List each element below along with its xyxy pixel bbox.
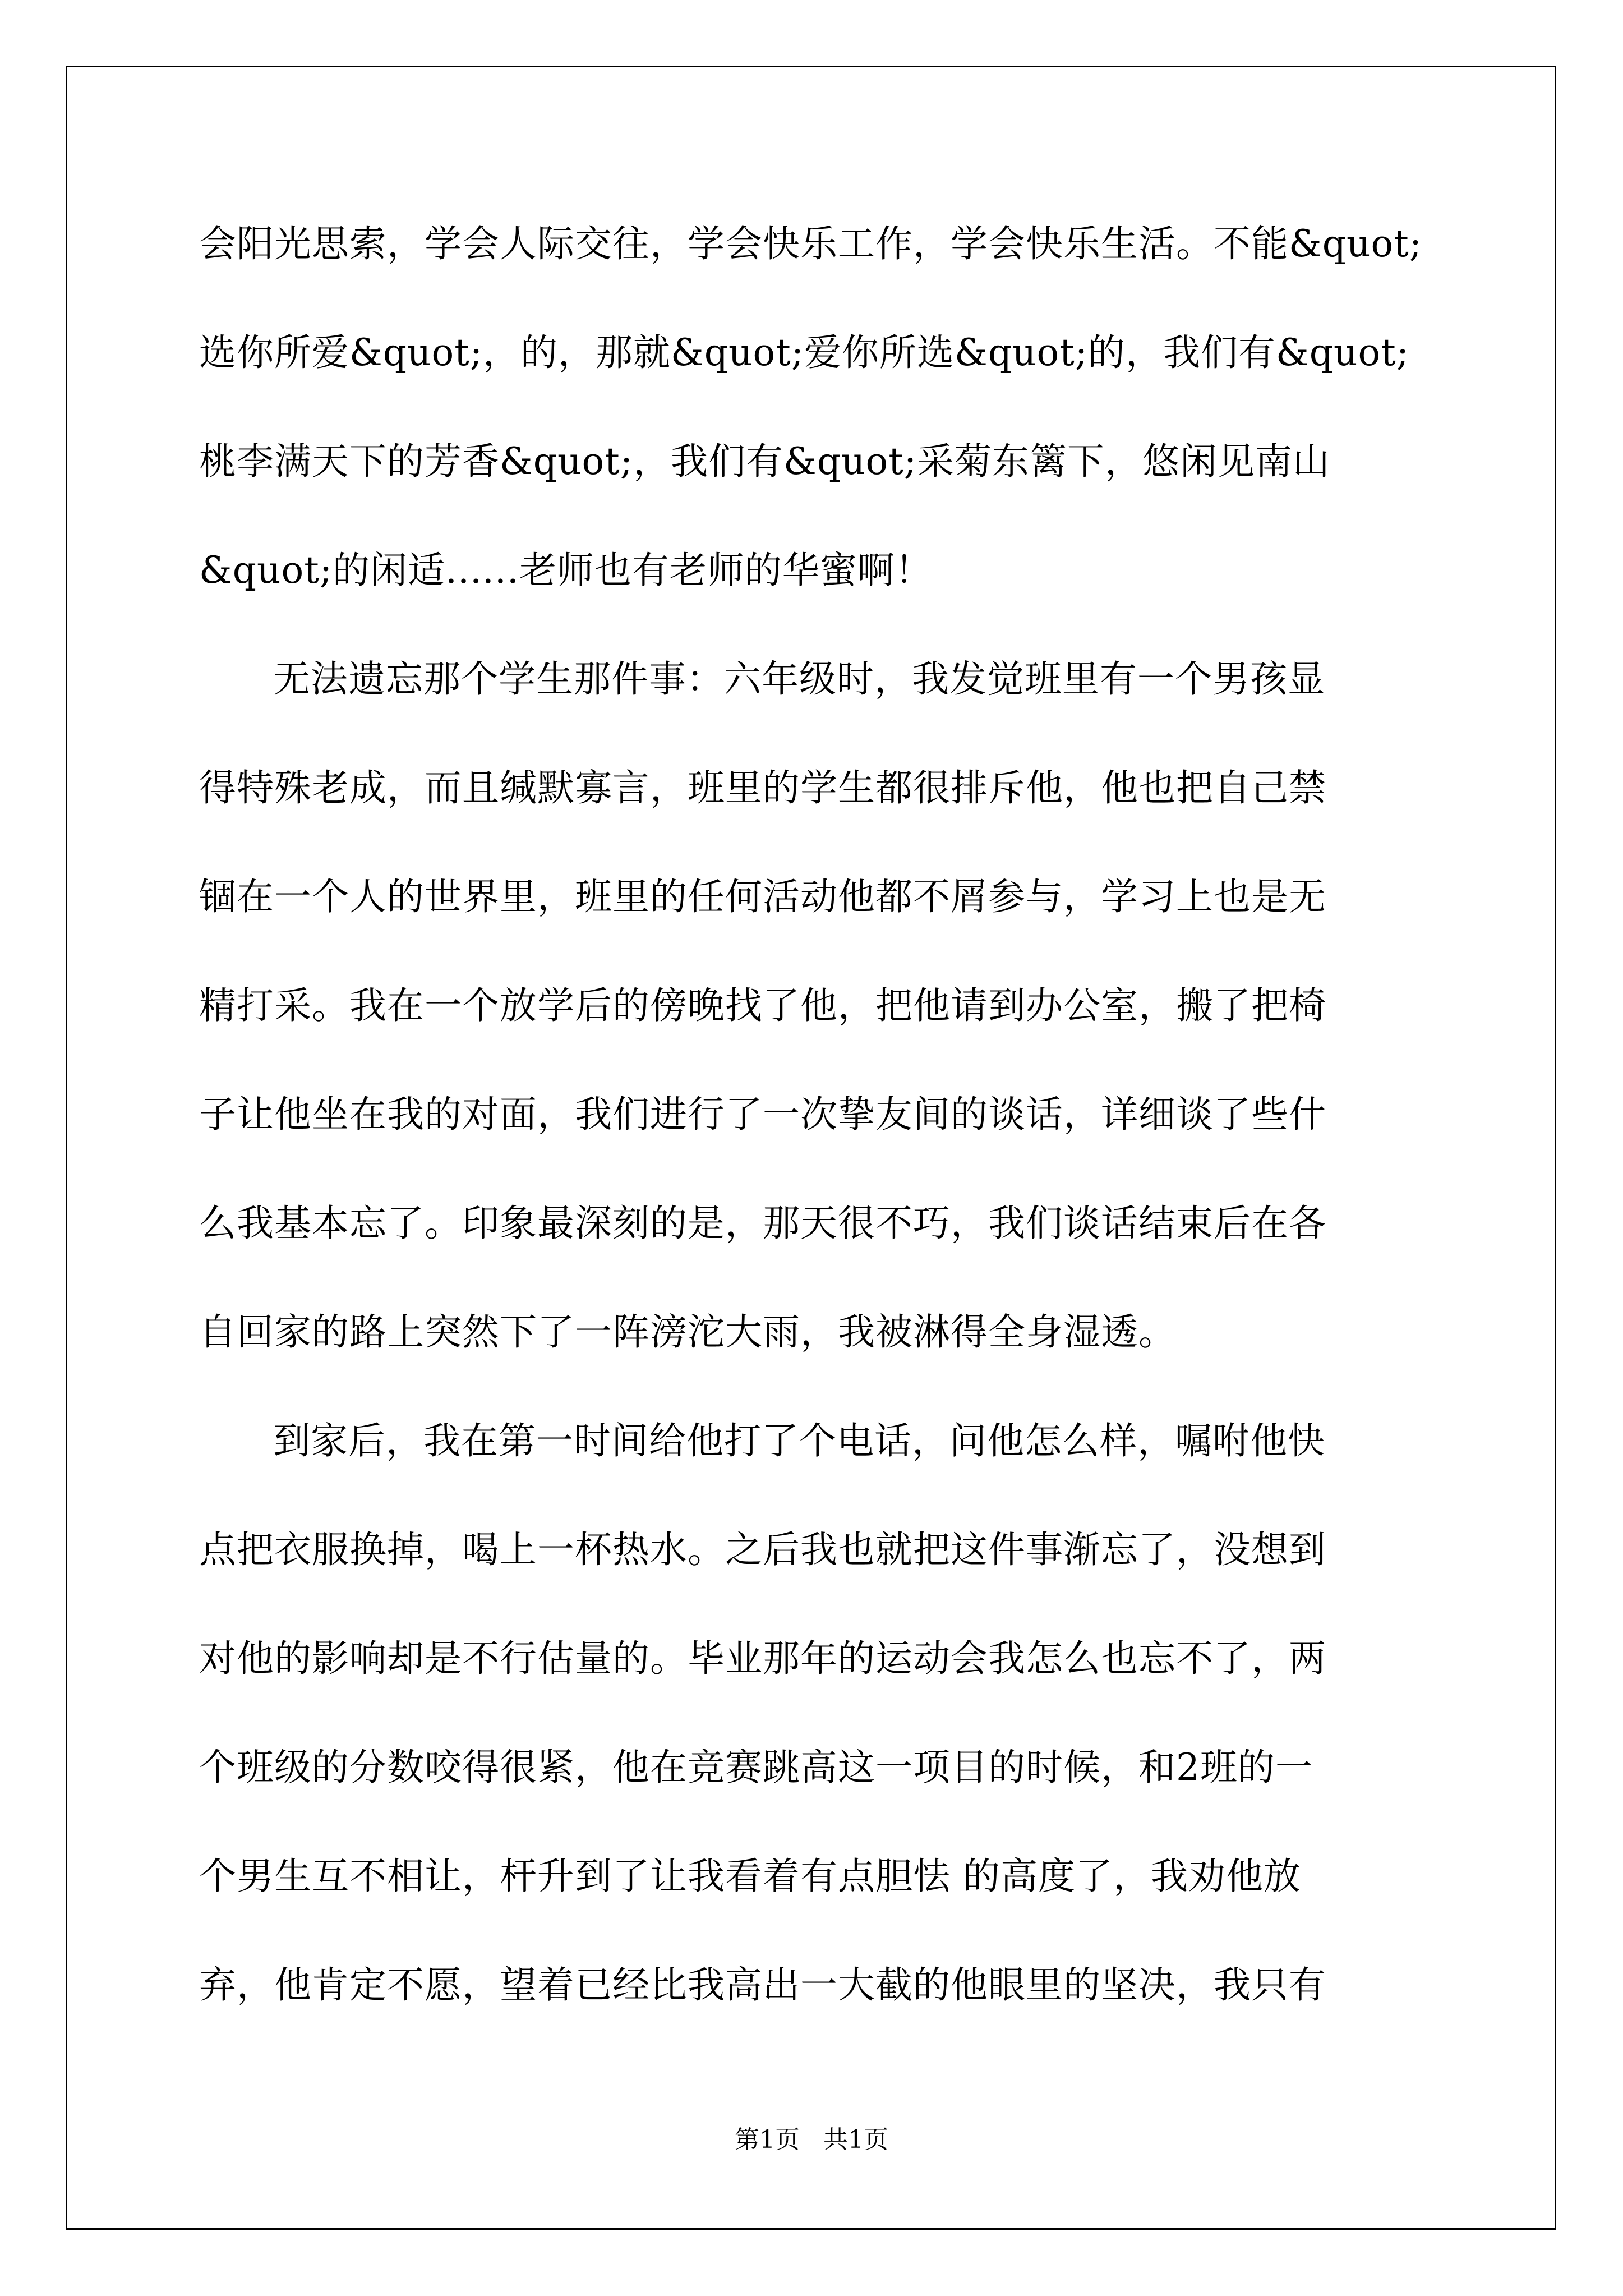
text-line: &quot;的闲适......老师也有老师的华蜜啊！ [199,549,933,592]
text-line: 么我基本忘了。印象最深刻的是，那天很不巧，我们谈话结束后在各 [199,1202,1326,1245]
text-line: 会阳光思索，学会人际交往，学会快乐工作，学会快乐生活。不能&quot; [199,222,1422,265]
text-line: 选你所爱&quot;，的，那就&quot;爱你所选&quot;的，我们有&quot; [199,331,1409,374]
text-line: 对他的影响却是不行估量的。毕业那年的运动会我怎么也忘不了，两 [199,1637,1326,1680]
text-line: 点把衣服换掉，喝上一杯热水。之后我也就把这件事渐忘了，没想到 [199,1528,1326,1571]
text-line: 锢在一个人的世界里，班里的任何活动他都不屑参与，学习上也是无 [199,875,1326,918]
text-line: 子让他坐在我的对面，我们进行了一次挚友间的谈话，详细谈了些什 [199,1093,1326,1136]
paragraph-first-line: 无法遗忘那个学生那件事：六年级时，我发觉班里有一个男孩显 [273,657,1325,701]
page-number-footer: 第1页 共1页 [735,2125,888,2154]
text-line: 弃，他肯定不愿，望着已经比我高出一大截的他眼里的坚决，我只有 [199,1963,1326,2007]
text-line: 得特殊老成，而且缄默寡言，班里的学生都很排斥他，他也把自己禁 [199,766,1326,809]
text-line: 个班级的分数咬得很紧，他在竞赛跳高这一项目的时候，和2班的一 [199,1746,1313,1789]
text-line: 自回家的路上突然下了一阵滂沱大雨，我被淋得全身湿透。 [199,1310,1176,1354]
text-line: 精打采。我在一个放学后的傍晚找了他，把他请到办公室，搬了把椅 [199,984,1326,1027]
text-line: 个男生互不相让，杆升到了让我看着有点胆怯 的高度了，我劝他放 [199,1855,1301,1898]
paragraph-first-line: 到家后，我在第一时间给他打了个电话，问他怎么样，嘱咐他快 [273,1419,1325,1462]
text-line: 桃李满天下的芳香&quot;，我们有&quot;采菊东篱下，悠闲见南山 [199,440,1330,483]
